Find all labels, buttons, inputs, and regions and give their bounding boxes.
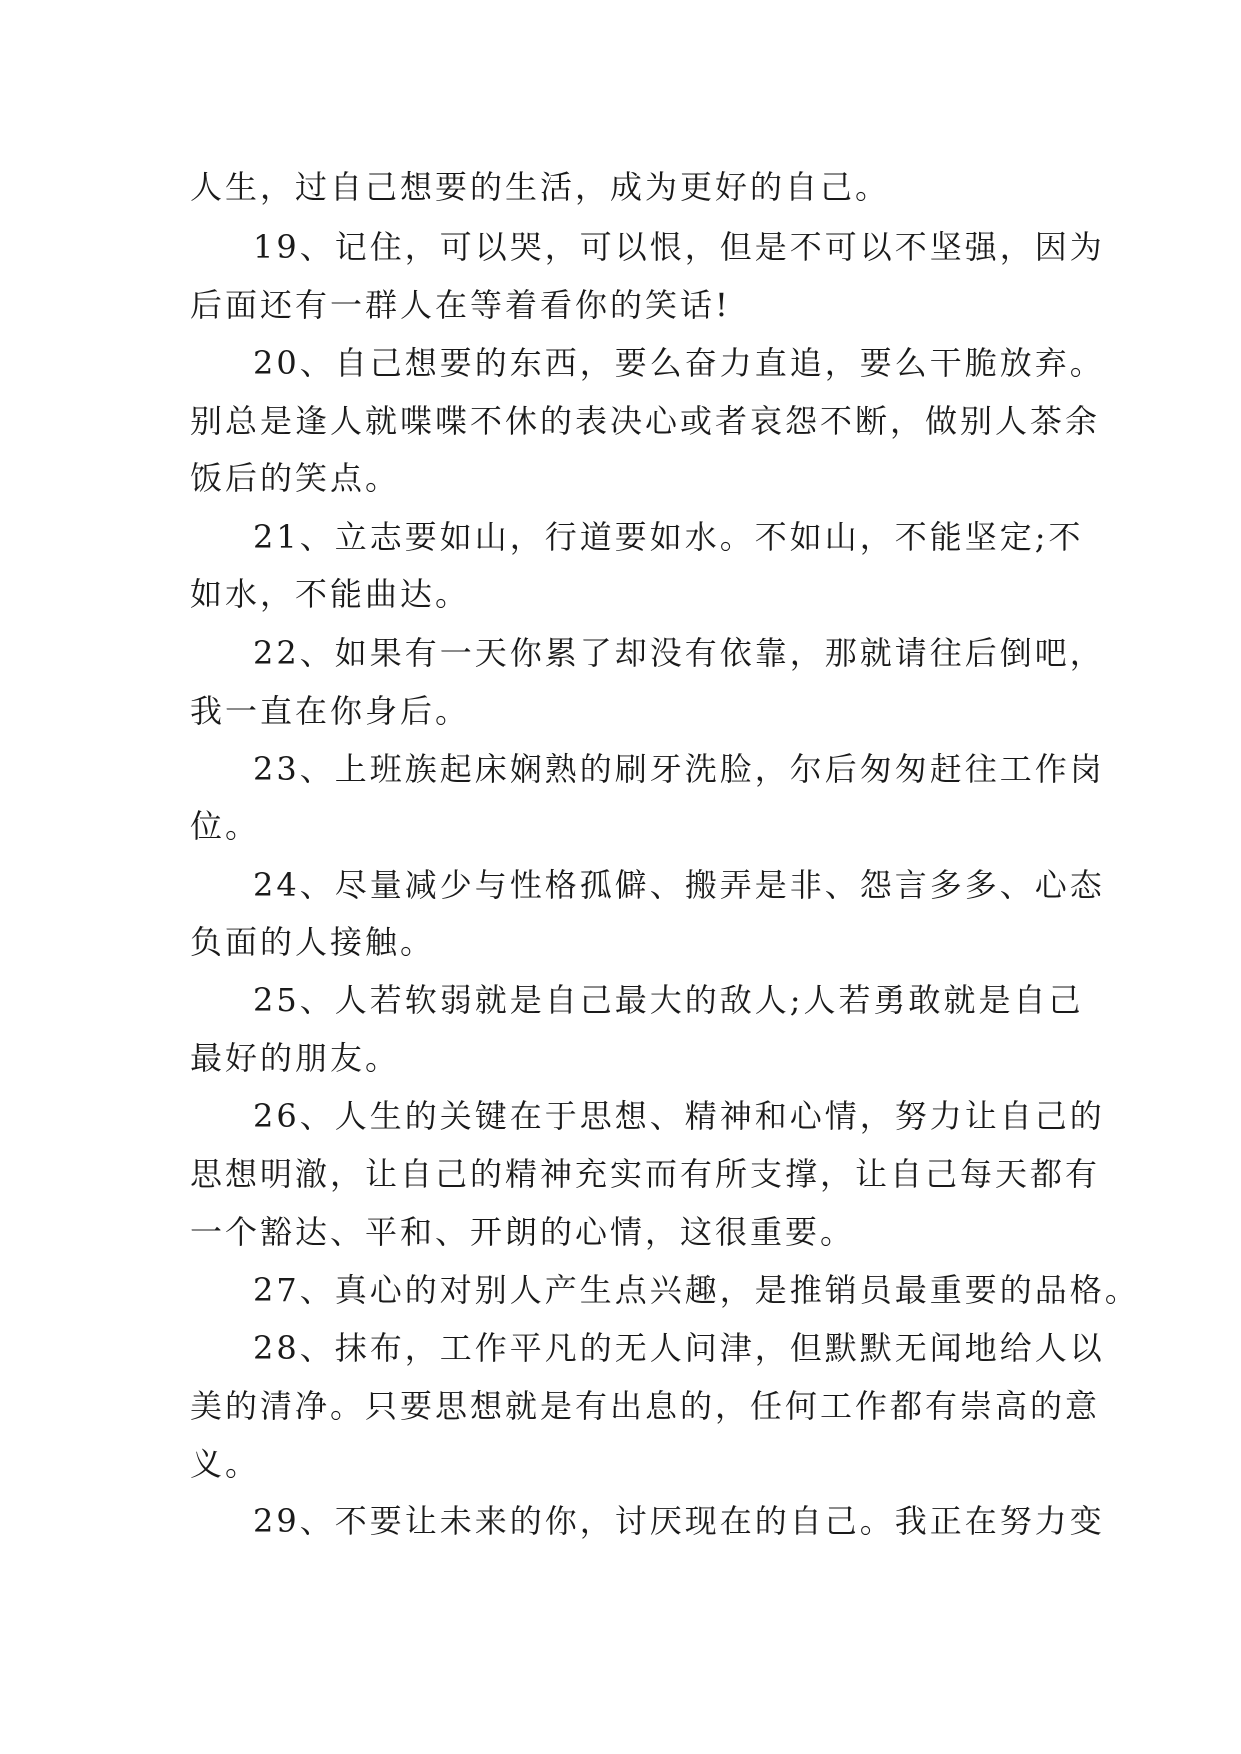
text-line: 如水，不能曲达。 bbox=[190, 575, 471, 613]
text-line: 别总是逢人就喋喋不休的表决心或者哀怨不断，做别人茶余 bbox=[190, 402, 1101, 440]
text-line: 20、自己想要的东西，要么奋力直追，要么干脆放弃。 bbox=[253, 344, 1105, 382]
text-line: 19、记住，可以哭，可以恨，但是不可以不坚强，因为 bbox=[253, 228, 1105, 266]
text-line: 23、上班族起床娴熟的刷牙洗脸，尔后匆匆赶往工作岗 bbox=[253, 750, 1105, 788]
text-line: 我一直在你身后。 bbox=[190, 692, 471, 730]
text-line: 义。 bbox=[190, 1445, 261, 1483]
text-line: 思想明澈，让自己的精神充实而有所支撑，让自己每天都有 bbox=[190, 1155, 1101, 1193]
text-line: 后面还有一群人在等着看你的笑话! bbox=[190, 286, 731, 324]
text-line: 最好的朋友。 bbox=[190, 1039, 401, 1077]
text-line: 27、真心的对别人产生点兴趣，是推销员最重要的品格。 bbox=[253, 1271, 1140, 1309]
text-line: 28、抹布，工作平凡的无人问津，但默默无闻地给人以 bbox=[253, 1329, 1105, 1367]
text-line: 人生，过自己想要的生活，成为更好的自己。 bbox=[190, 168, 891, 206]
text-line: 22、如果有一天你累了却没有依靠，那就请往后倒吧， bbox=[253, 634, 1105, 672]
text-line: 负面的人接触。 bbox=[190, 923, 436, 961]
text-line: 一个豁达、平和、开朗的心情，这很重要。 bbox=[190, 1213, 856, 1251]
text-line: 25、人若软弱就是自己最大的敌人;人若勇敢就是自己 bbox=[253, 981, 1084, 1019]
text-line: 21、立志要如山，行道要如水。不如山，不能坚定;不 bbox=[253, 518, 1084, 556]
text-line: 美的清净。只要思想就是有出息的，任何工作都有崇高的意 bbox=[190, 1387, 1101, 1425]
text-line: 位。 bbox=[190, 807, 261, 845]
text-line: 29、不要让未来的你，讨厌现在的自己。我正在努力变 bbox=[253, 1502, 1105, 1540]
text-line: 26、人生的关键在于思想、精神和心情，努力让自己的 bbox=[253, 1097, 1105, 1135]
text-line: 24、尽量减少与性格孤僻、搬弄是非、怨言多多、心态 bbox=[253, 866, 1105, 904]
text-line: 饭后的笑点。 bbox=[190, 459, 401, 497]
